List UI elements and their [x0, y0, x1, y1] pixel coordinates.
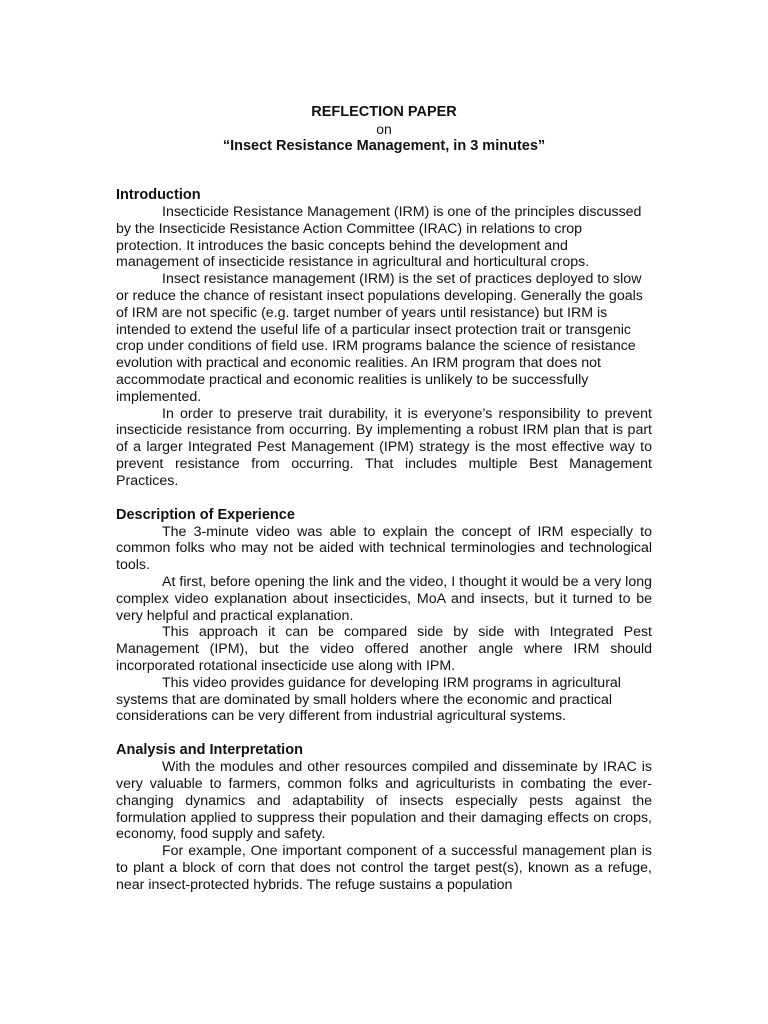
experience-section [116, 507, 652, 726]
document-header [0, 104, 768, 155]
document-title: REFLECTION PAPER [311, 104, 457, 120]
introduction-paragraph-3: In order to preserve trait durability, it is everyone’s responsibility to prevent insecticide resistance from occurring. By implementing a robust IRM plan that is part of a larger Integrated Pest Management (IPM) strategy is the most effective way to prevent resistance from occurring. That includes multiple Best Management Practices. [116, 405, 652, 489]
introduction-paragraph-2: Insect resistance management (IRM) is the set of practices deployed to slow or reduce the chance of resistant insect populations developing. Generally the goals of IRM are not specific (e.g. target number of years until resistance) but IRM is intended to extend the useful life of a particular insect protection trait or transgenic crop under conditions of field use. IRM programs balance the science of resistance evolution with practical and economic realities. An IRM program that does not accommodate practical and economic realities is unlikely to be successfully implemented. [116, 271, 643, 405]
experience-paragraph-2: At first, before opening the link and the video, I thought it would be a very long complex video explanation about insecticides, MoA and insects, but it turned to be very helpful and practical explanation. [116, 573, 652, 624]
analysis-paragraph-2: For example, One important component of a successful management plan is to plant a block of corn that does not control the target pest(s), known as a refuge, near insect-protected hybrids. The refuge sustains a population [116, 843, 652, 893]
document-body [116, 187, 652, 893]
experience-heading: Description of Experience [116, 506, 295, 523]
section-spacer [116, 490, 652, 507]
analysis-section [116, 742, 652, 893]
introduction-heading: Introduction [116, 187, 201, 203]
introduction-section [116, 187, 652, 490]
experience-paragraph-4: This video provides guidance for developing IRM programs in agricultural systems that are dominated by small holders where the economic and practical considerations can be very different from industrial agricultural systems. [116, 674, 621, 725]
experience-paragraph-1: The 3-minute video was able to explain the concept of IRM especially to common folks who may not be aided with technical terminologies and technological tools. [116, 523, 652, 574]
title-connector: on [376, 121, 392, 137]
analysis-heading: Analysis and Interpretation [116, 742, 303, 759]
document-subtitle: “Insect Resistance Management, in 3 minutes” [222, 138, 546, 154]
section-spacer [116, 725, 652, 742]
experience-paragraph-3: This approach it can be compared side by side with Integrated Pest Management (IPM), but the video offered another angle where IRM should incorporated rotational insecticide use along with IPM. [116, 624, 652, 674]
analysis-paragraph-1: With the modules and other resources compiled and disseminate by IRAC is very valuable to farmers, common folks and agriculturists in combating the ever-changing dynamics and adaptability of insects especially pests against the formulation applied to suppress their population and their damaging effects on crops, economy, food supply and safety. [116, 759, 652, 843]
introduction-paragraph-1: Insecticide Resistance Management (IRM) is one of the principles discussed by the Insecticide Resistance Action Committee (IRAC) in relations to crop protection. It introduces the basic concepts behind the development and management of insecticide resistance in agricultural and horticultural crops. [116, 204, 642, 271]
